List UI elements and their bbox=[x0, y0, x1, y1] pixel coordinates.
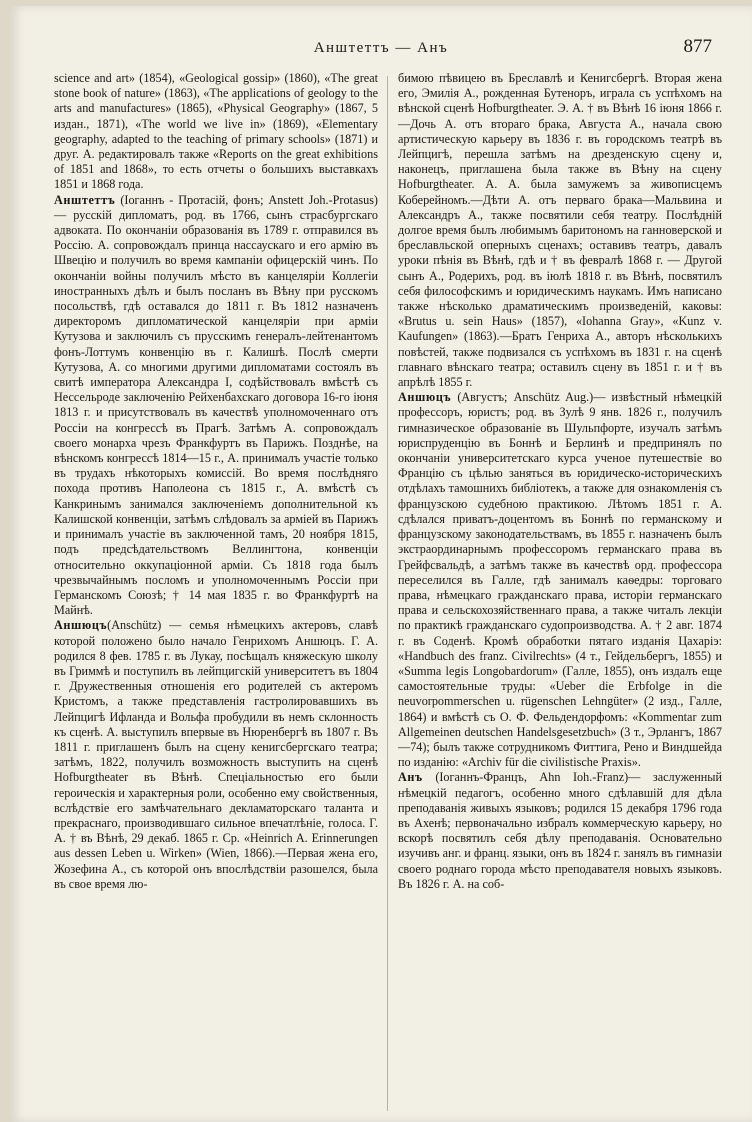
entry-ahn bbox=[398, 770, 722, 892]
entry-anschutz-family bbox=[54, 618, 378, 892]
continuation-paragraph: science and art» (1854), «Geological gossip» (1860), «The great stone book of nature» (1863), «The applications of geology to the arts and manufactures» (1865), «Physical Geography» (1867, 5 издан., 1871), «The world we live in» (1869), «Elementary geography, adapted to the teaching of primary schools» (1871) и друг. А. редактировалъ также «Reports on the great exhibitions of 1851 and 1868», то есть отчеты о большихъ выставкахъ 1851 и 1868 года. bbox=[54, 71, 378, 192]
entry-headword: Аншюцъ bbox=[54, 618, 108, 633]
book-page bbox=[10, 6, 752, 1122]
entry-headword: Аншюцъ bbox=[398, 390, 452, 405]
entry-headword: Анъ bbox=[398, 770, 423, 785]
page-number: 877 bbox=[683, 36, 712, 57]
continuation-paragraph: бимою пѣвицею въ Бреславлѣ и Кенигсбергѣ. Вторая жена его, Эмилія А., рожденная Бутеноръ, играла съ успѣхомъ на вѣнской сценѣ Hofburgtheater. Э. А. † въ Вѣнѣ 16 іюня 1866 г.—Дочь А. отъ втораго брака, Августа А., начала свою артистическую карьеру въ 1836 г. въ городскомъ театрѣ въ Лейпцигѣ, перешла затѣмъ на дрезденскую сцену и, наконецъ, приглашена была также въ Вѣну на сцену Hofburgtheater. А. А. была замужемъ за живописцемъ Коберейномъ.—Дѣти А. отъ перваго брака—Мальвина и Александръ А., также посвятили себя театру. Послѣдній долгое время былъ любимымъ баритономъ на ганноверской и бреславльской оперныхъ сценахъ; оставивъ театръ, давалъ уроки пѣнія въ Вѣнѣ, гдѣ и † въ февралѣ 1868 г. — Другой сынъ А., Родерихъ, род. въ іюлѣ 1818 г. въ Вѣнѣ, посвятилъ себя философскимъ и юридическимъ наукамъ. Имъ написано также нѣсколько драматическимъ произведеній, каковы: «Brutus u. sein Haus» (1857), «Iohanna Gray», «Kunz v. Kaufungen» (1863).—Братъ Генриха А., авторъ нѣсколькихъ повѣстей, также подвизался съ успѣхомъ въ 1831 г. на сценѣ главнаго вѣнскаго театра; оставилъ сцену въ 1851 г. и † въ апрѣлѣ 1855 г. bbox=[398, 71, 722, 390]
entry-text: (Іоганнъ - Протасій, фонъ; Anstett Joh.-Protasus) — русскій дипломатъ, род. въ 1766, сынъ страсбургскаго адвоката. По окончаніи образованія въ 1789 г. отправился въ Россію. А. сопровождалъ принца нассаускаго и его армію въ Швецію и получилъ во время кампаніи офицерскій чинъ. По окончаніи войны получилъ мѣсто въ канцеляріи Коллегіи иностранныхъ дѣлъ и былъ посланъ въ Вѣну при русскомъ посольствѣ, гдѣ оставался до 1811 г. Въ 1812 назначенъ директоромъ дипломатической канцеляріи при арміи Кутузова и заключилъ съ прусскимъ генералъ-лейтенантомъ фонъ-Лоттумъ конвенцію въ г. Калишѣ. Послѣ смерти Кутузова, А. со многими другими дипломатами состоялъ въ свитѣ императора Александра I, содѣйствовалъ вмѣстѣ съ Нессельроде заключенію Рейхенбахскаго договора 16-го іюня 1813 г. и присутствовалъ въ качествѣ уполномоченнаго отъ Россіи на конгрессѣ въ Прагѣ. Затѣмъ А. сопровождалъ своего монарха чрезъ Франкфуртъ въ Парижъ. Позднѣе, на вѣнскомъ конгрессѣ 1814—15 г., А. принималъ участіе только въ трудахъ нѣкоторыхъ комиссій. Во время послѣдняго похода противъ Наполеона съ 1815 г., А. вмѣстѣ съ Канкринымъ занимался заключеніемъ дополнительной къ Калишской конвенціи, затѣмъ слѣдовалъ за арміей въ Парижъ и принималъ участіе въ заключенной тамъ, 20 ноября 1815, подъ предсѣдательствомъ Веллингтона, конвенціи относительно оккупаціонной арміи. Съ 1818 года былъ чрезвычайнымъ посломъ и уполномоченнымъ Россіи при Германскомъ Союзѣ; † 14 мая 1835 г. во Франкфуртѣ на Майнѣ. bbox=[54, 192, 378, 618]
right-column bbox=[398, 71, 722, 892]
entry-text: (Іоганнъ-Францъ, Ahn Ioh.-Franz)— заслуженный нѣмецкій педагогъ, особенно много сдѣлавшій для дѣла преподаванія живыхъ языковъ; родился 15 декабря 1796 года въ Ахенѣ; первоначально избралъ коммерческую карьеру, но вскорѣ посвятилъ себя дѣлу преподаванія. Основательно изучивъ анг. и франц. языки, онъ въ 1824 г. занялъ въ гимназіи своего роднаго города мѣсто преподавателя новыхъ языковъ. Въ 1826 г. А. на соб- bbox=[398, 770, 722, 891]
running-head: Анштеттъ — Анъ bbox=[313, 40, 449, 56]
entry-anschutz-august bbox=[398, 390, 722, 770]
entry-text: (Anschütz) — семья нѣмецкихъ актеровъ, славѣ которой положено было начало Генрихомъ Аншюцъ. Г. А. родился 8 фев. 1785 г. въ Лукау, посѣщалъ княжескую школу въ Гриммѣ и поступилъ въ лейпцигскій университетъ въ 1804 г. Дружественныя отношенія его родителей съ актеромъ Кристомъ, а также представленія гастролировавшихъ въ Лейпцигѣ Ифланда и Вольфа пробудили въ немъ склонность къ сценѣ. А. выступилъ впервые въ Нюренбергѣ въ 1807 г. Въ 1811 г. приглашенъ былъ на сцену кенигсбергскаго театра; затѣмъ, 1822, получилъ возможность выступить на сценѣ Hofburgtheater въ Вѣнѣ. Спеціальностью его были героическія и характерныя роли, особенно ему свойственныя, вслѣдствіе его замѣчательнаго декламаторскаго таланта и прекраснаго, производившаго сильное впечатлѣніе, голоса. Г. А. † въ Вѣнѣ, 29 декаб. 1865 г. Ср. «Heinrich A. Erinnerungen aus dessen Leben u. Wirken» (Wien, 1866).—Первая жена его, Жозефина А., съ которой онъ впослѣдствіи разошелся, была въ свое время лю- bbox=[54, 618, 378, 891]
page-header bbox=[10, 34, 752, 58]
entry-headword: Анштеттъ bbox=[54, 192, 116, 207]
entry-anshtett bbox=[54, 193, 378, 619]
column-divider bbox=[387, 76, 388, 1111]
left-column bbox=[54, 71, 378, 892]
entry-text: (Августъ; Anschütz Aug.)— извѣстный нѣмецкій профессоръ, юристъ; род. въ Зулѣ 9 янв. 1826 г., получилъ гимназическое образованіе въ Шульпфорте, изучалъ затѣмъ юриспруденцію въ Боннѣ и Берлинѣ и предпринялъ по окончаніи университетскаго курса ученое путешествіе во Францію съ цѣлью заняться въ юридическо-историческихъ отдѣлахъ тамошнихъ библіотекъ, а также для ознакомленія съ французскою судебною практикою. Лѣтомъ 1851 г. А. сдѣлался приватъ-доцентомъ въ Боннѣ по германскому и французскому законодательствамъ, въ 1855 г. назначенъ былъ экстраординарнымъ профессоромъ германскаго права въ Грейфсвальдѣ, а затѣмъ также въ качествѣ орд. профессора переселился въ Галле, гдѣ занималъ каѳедры: торговаго права, нѣмецкаго гражданскаго права, исторіи германскаго права и сельскохозяйственнаго права, а также читалъ лекціи по практикѣ гражданскаго судопроизводства. А. † 2 авг. 1874 г. въ Соденѣ. Кромѣ обработки пятаго изданія Цахаріэ: «Handbuch des franz. Civilrechts» (4 т., Гейдельбергъ, 1855) и «Summa legis Longobardorum» (Галле, 1855), онъ издалъ еще самостоятельные труды: «Ueber die Erbfolge in die neuvorpommerschen u. rügenschen Lehngüter» (2 изд., Галле, 1864) и вмѣстѣ съ О. Ф. Фельдендорфомъ: «Kommentar zum Allgemeinen deutschen Handelsgesetzbuch» (3 т., Эрлангъ, 1867—74); былъ также сотрудникомъ Фиттига, Рено и Виндшейда по изданію: «Archiv für die civilistische Praxis». bbox=[398, 390, 722, 770]
